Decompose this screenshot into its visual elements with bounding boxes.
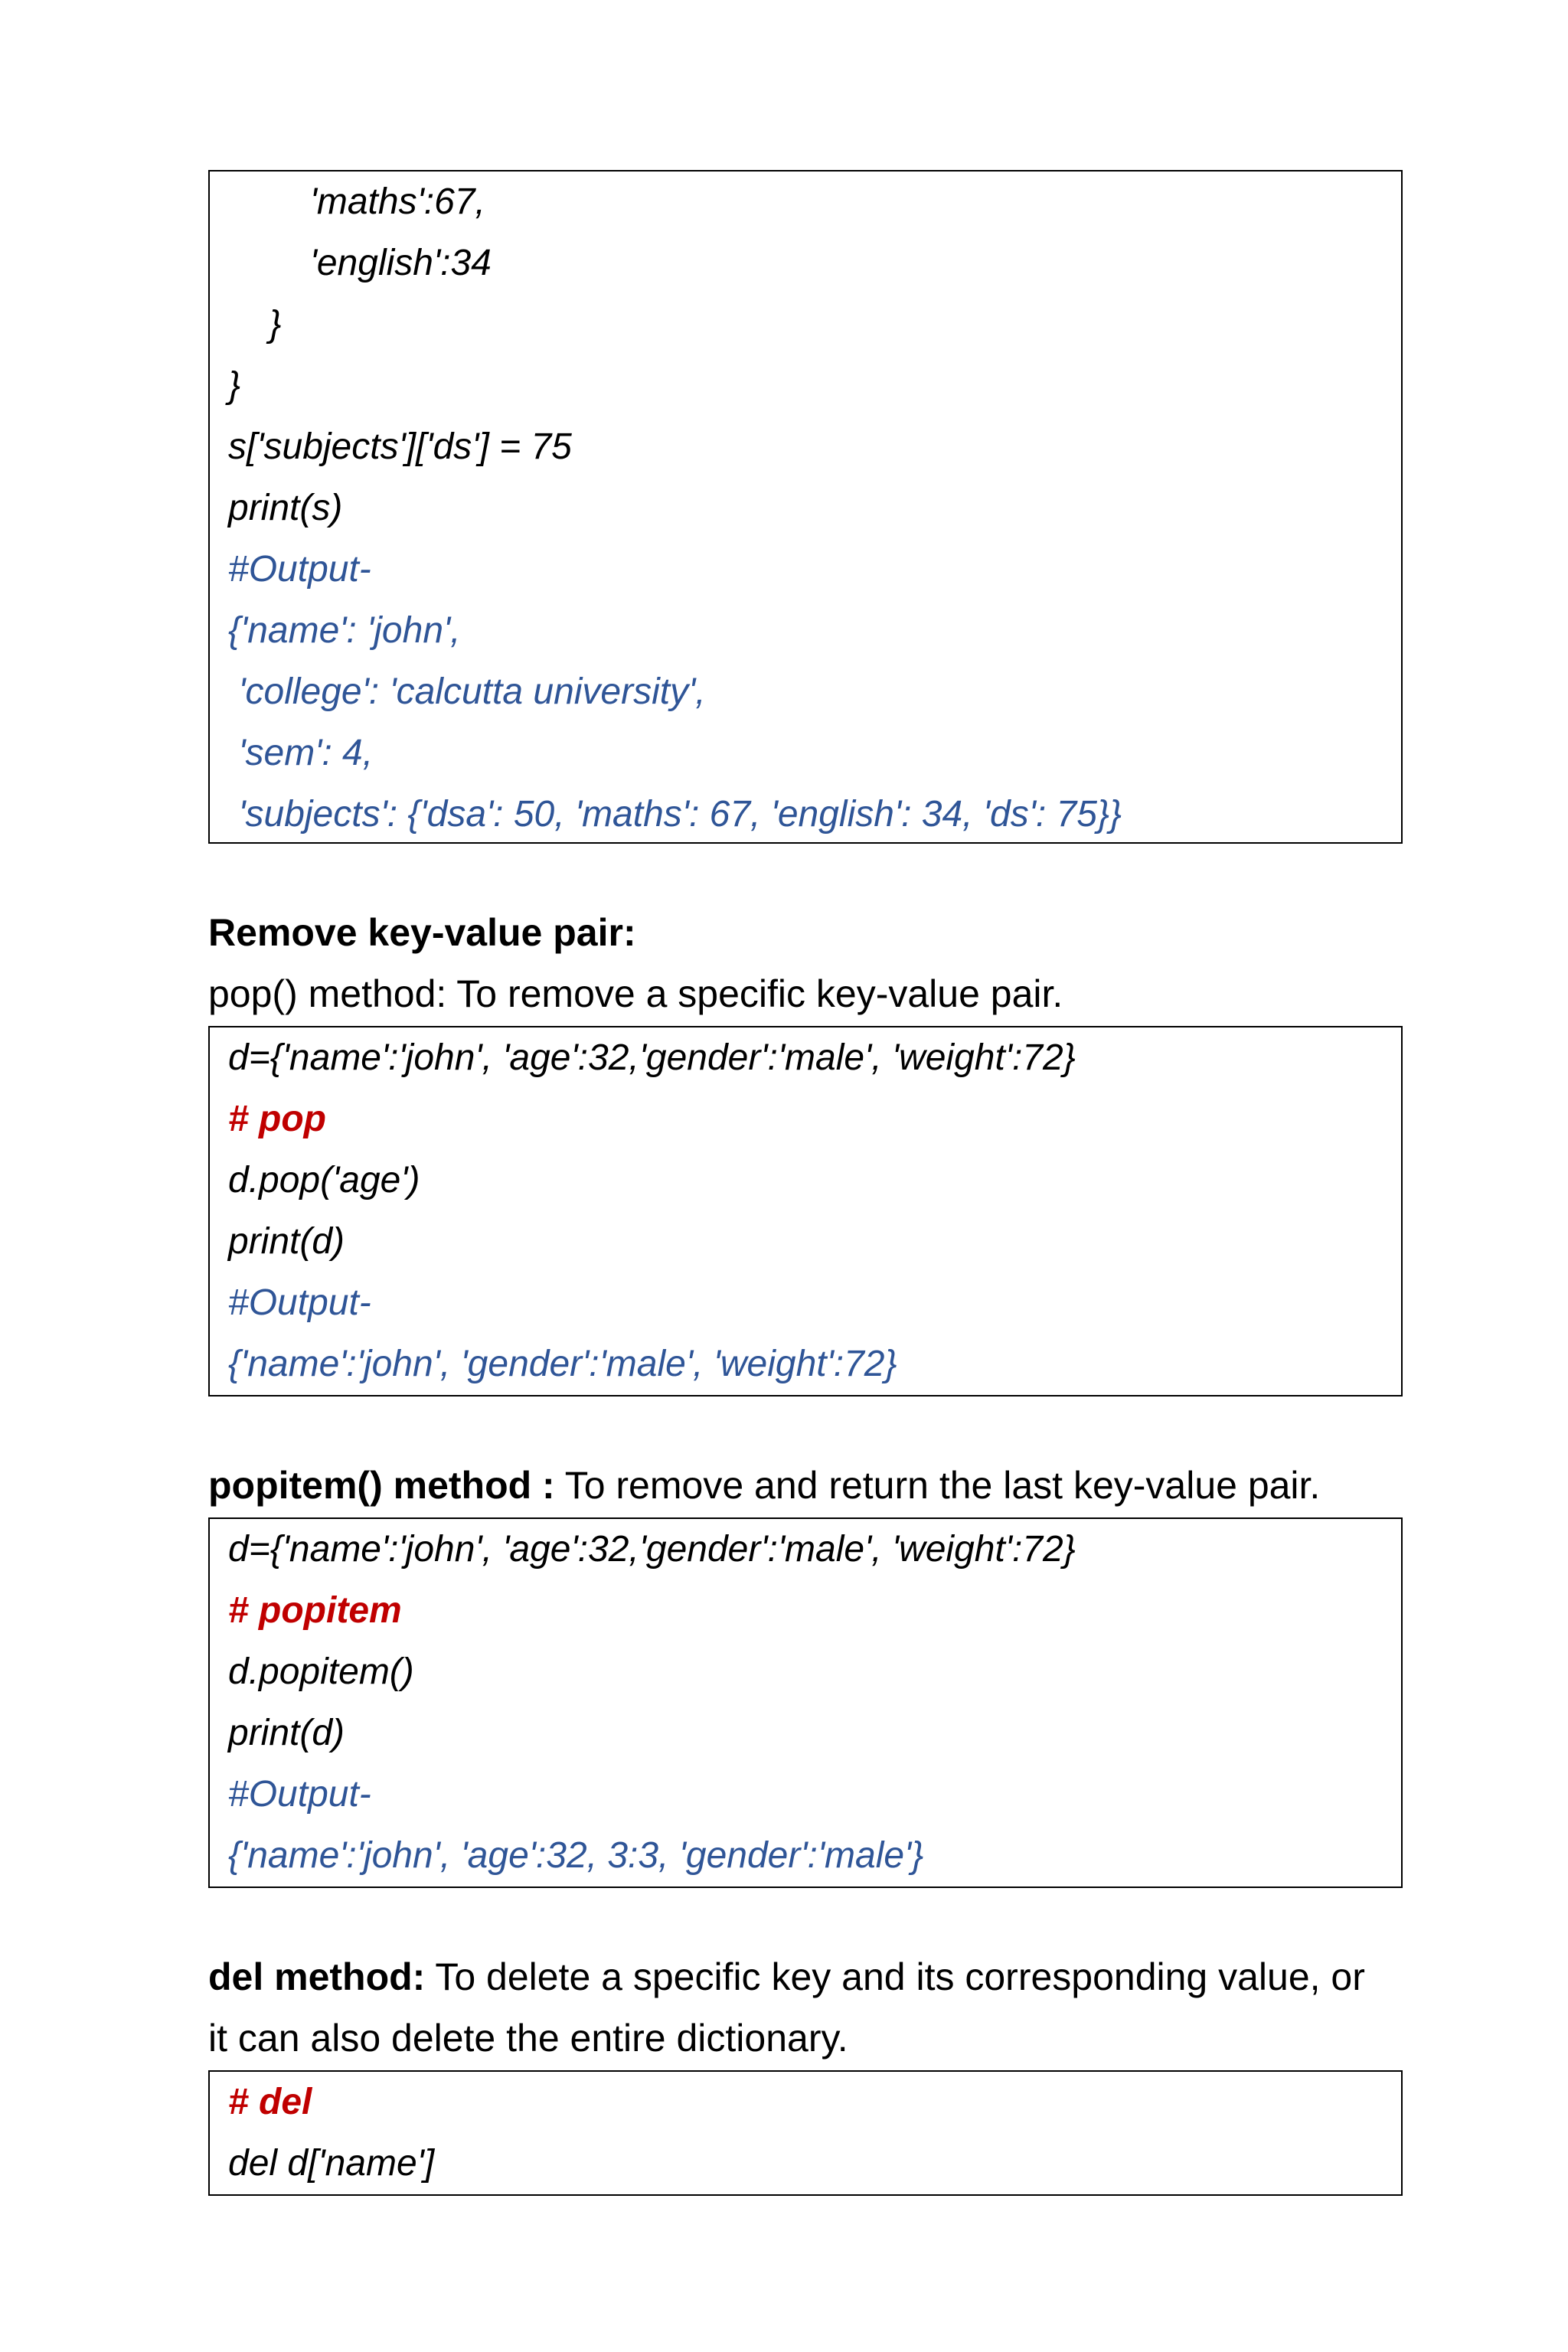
code-line: print(d) — [228, 1221, 345, 1262]
del-description — [208, 1946, 1418, 2007]
code-line: 'college': 'calcutta university', — [228, 671, 706, 712]
popitem-label: popitem() method : — [208, 1464, 555, 1507]
code-line: #Output- — [228, 1774, 371, 1815]
code-line: # pop — [228, 1099, 326, 1139]
code-line: d={'name':'john', 'age':32,'gender':'male', 'weight':72} — [228, 1037, 1076, 1078]
code-line: {'name':'john', 'gender':'male', 'weight':72} — [228, 1344, 897, 1384]
code-line: 'sem': 4, — [228, 733, 374, 773]
code-block-del — [208, 2070, 1403, 2196]
code-line: 'maths':67, — [228, 181, 485, 222]
del-label: del method: — [208, 1955, 426, 1998]
code-line: } — [228, 304, 282, 345]
code-line: 'subjects': {'dsa': 50, 'maths': 67, 'english': 34, 'ds': 75}} — [228, 794, 1122, 835]
code-line: # popitem — [228, 1590, 402, 1631]
remove-heading-text: Remove key-value pair: — [208, 911, 636, 954]
code-line: d={'name':'john', 'age':32,'gender':'male', 'weight':72} — [228, 1529, 1076, 1570]
code-line: 'english':34 — [228, 243, 492, 283]
code-line: del d['name'] — [228, 2143, 435, 2184]
code-block-nested-dict — [208, 170, 1403, 844]
code-line: d.popitem() — [228, 1651, 414, 1692]
code-block-pop — [208, 1026, 1403, 1396]
popitem-description-text: To remove and return the last key-value pair. — [554, 1464, 1321, 1507]
code-line: #Output- — [228, 549, 371, 590]
code-line: #Output- — [228, 1282, 371, 1323]
del-description-line2: it can also delete the entire dictionary. — [208, 2017, 848, 2060]
pop-description — [208, 963, 1418, 1024]
code-line: d.pop('age') — [228, 1160, 420, 1200]
code-line: print(d) — [228, 1713, 345, 1753]
code-line: {'name': 'john', — [228, 610, 461, 651]
del-description-cont — [208, 2007, 1418, 2069]
code-block-popitem — [208, 1517, 1403, 1888]
code-line: s['subjects']['ds'] = 75 — [228, 426, 572, 467]
section-heading-remove — [208, 902, 1418, 963]
code-line: {'name':'john', 'age':32, 3:3, 'gender':'male'} — [228, 1835, 924, 1876]
code-line: print(s) — [228, 488, 343, 528]
del-description-line1: To delete a specific key and its corresponding value, or — [425, 1955, 1365, 1998]
code-line: # del — [228, 2082, 312, 2122]
popitem-description — [208, 1455, 1418, 1516]
code-line: } — [228, 365, 241, 406]
pop-description-text: pop() method: To remove a specific key-value pair. — [208, 972, 1063, 1015]
